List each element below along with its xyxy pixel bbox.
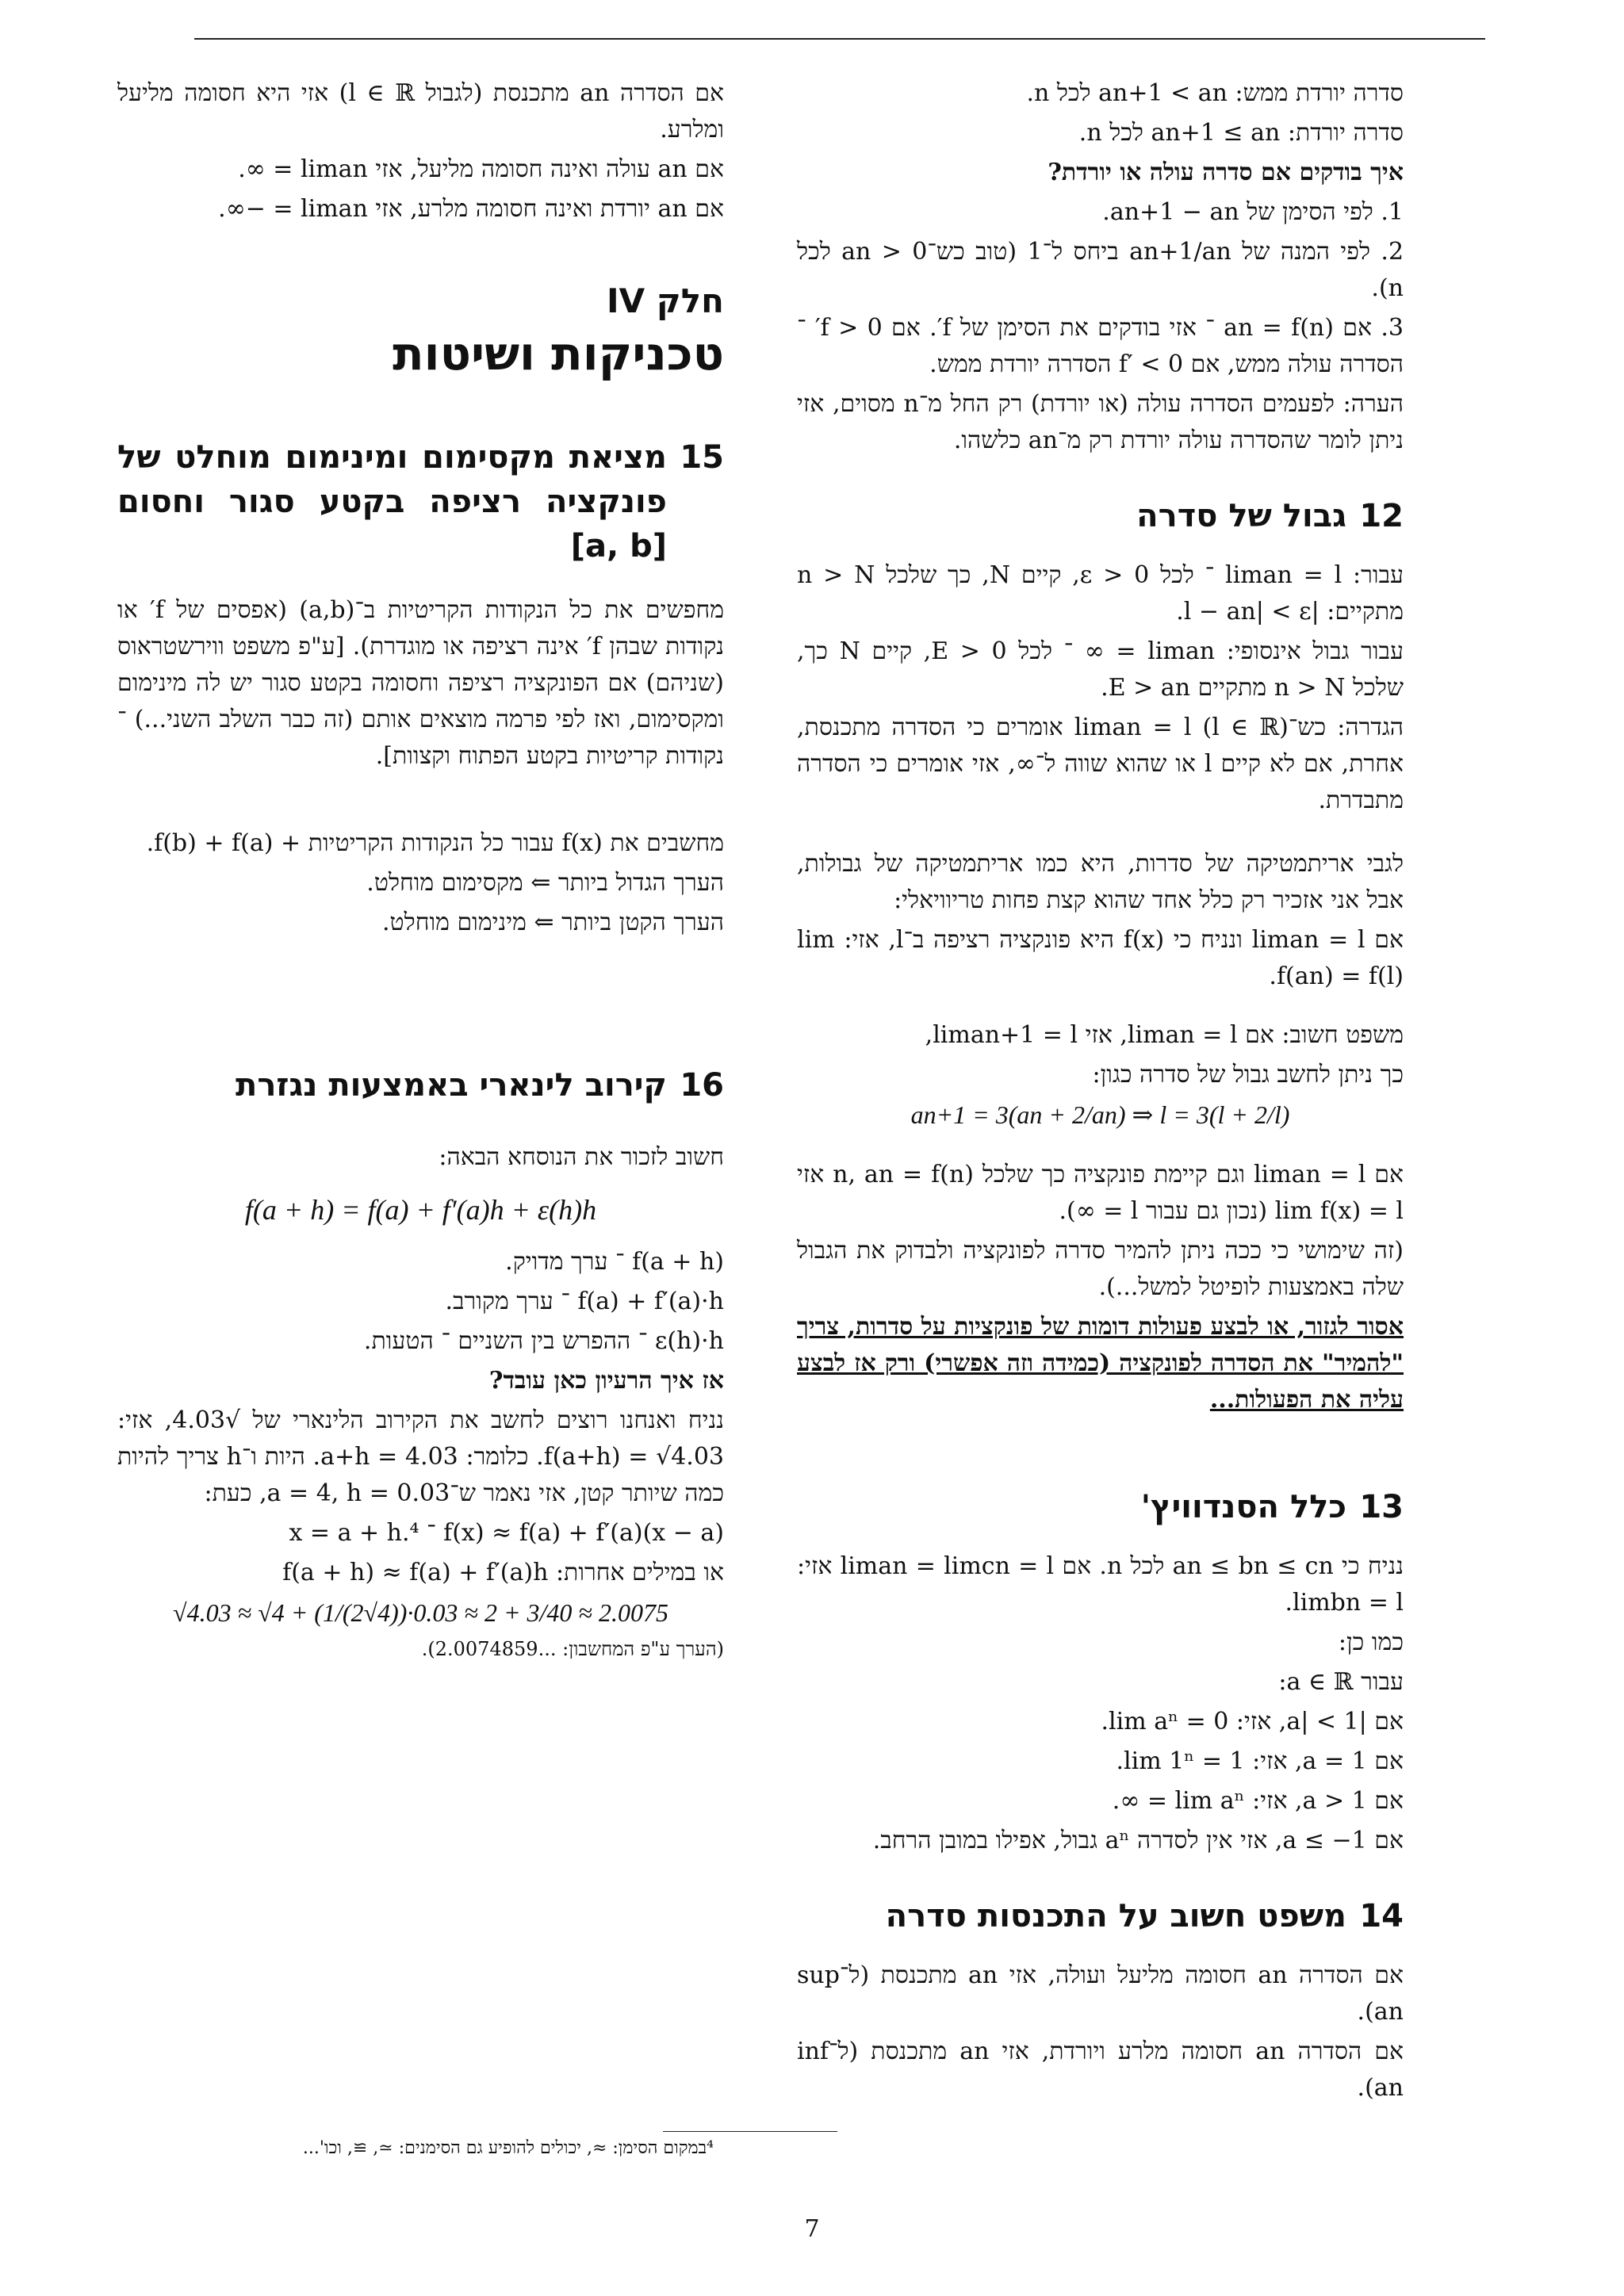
sqrt-example: נניח ואנחנו רוצים לחשב את הקירוב הלינארי של √4.03, אזי: f(a+h) = √4.03. כלומר: a+h = 4.03. היות ו־h צריך להיות כמה שיותר קטן, אזי נאמר ש־a = 4, h = 0.03, כעת:	[117, 1406, 724, 1507]
unbounded-increasing: אם an עולה ואינה חסומה מליעל, אזי liman = ∞.	[238, 155, 724, 183]
lhopital-note: (זה שימושי כי ככה ניתן להמיר סדרה לפונקציה ולבדוק את הגבול שלה באמצעות לופיטל למשל...).	[797, 1237, 1404, 1301]
section-14-heading	[797, 1894, 1404, 1938]
footnote-rule	[663, 2131, 837, 2132]
max-rule: הערך הגדול ביותר ⇐ מקסימום מוחלט.	[366, 869, 724, 897]
min-rule: הערך הקטן ביותר ⇐ מינימום מוחלט.	[382, 909, 724, 936]
section-12-heading	[797, 494, 1404, 538]
part-title: טכניקות ושיטות	[393, 327, 724, 381]
decreasing-def: סדרה יורדת: an+1 ≤ an לכל n.	[1078, 119, 1404, 147]
strictly-decreasing-def: סדרה יורדת ממש: an+1 < an לכל n.	[1026, 79, 1404, 107]
unbounded-decreasing: אם an יורדת ואינה חסומה מלרע, אזי liman = −∞.	[218, 195, 724, 223]
calculator-value: (הערך ע"פ המחשבון: ...2.0074859).	[421, 1638, 724, 1660]
section-title: משפט חשוב על התכנסות סדרה	[885, 1898, 1346, 1934]
section-number: 13	[1359, 1489, 1404, 1525]
monotonic-item-1: 1. לפי הסימן של an+1 − an.	[1102, 198, 1404, 226]
error-line: ε(h)·h ־ ההפרש בין השניים ־ הטעות.	[363, 1327, 724, 1355]
exact-value-line: f(a + h) ־ ערך מדויק.	[505, 1248, 724, 1276]
approx-value-line: f(a) + f′(a)·h ־ ערך מקורב.	[445, 1288, 724, 1315]
section-number: 14	[1359, 1898, 1404, 1934]
how-it-works-heading: אז איך הרעיון כאן עובד?	[488, 1367, 724, 1395]
section-number: 16	[680, 1067, 724, 1104]
also-label: כמו כן:	[1338, 1628, 1404, 1656]
continuity-rule: אם liman = l ונניח כי f(x) היא פונקציה רציפה ב־l, אזי: lim f(an) = f(l).	[797, 926, 1404, 990]
section-title: מציאת מקסימום ומינימום מוחלט של פונקציה רציפה בקטע סגור וחסום [a, b]	[117, 439, 667, 564]
monotonic-question: איך בודקים אם סדרה עולה או יורדת?	[1048, 159, 1404, 186]
limit-def: עבור: liman = l ־ לכל ε > 0, קיים N, כך שלכל n > N מתקיים: |l − an| < ε.	[797, 561, 1404, 626]
monotone-bounded-above: אם הסדרה an חסומה מליעל ועולה, אזי an מתכנסת (ל־sup an).	[797, 1961, 1404, 2026]
sqrt-approx-equation: √4.03 ≈ √4 + (1/(2√4))·0.03 ≈ 2 + 3/40 ≈ 2.0075	[173, 1598, 668, 1627]
right-column	[797, 75, 1404, 2110]
power-limit-1: אם |a| < 1, אזי: lim aⁿ = 0.	[1101, 1708, 1404, 1735]
extremum-step-2: מחשבים את f(x) עבור כל הנקודות הקריטיות + f(b) + f(a).	[146, 829, 724, 857]
monotonic-note: הערה: לפעמים הסדרה עולה (או יורדת) רק החל מ־n מסוים, אזי ניתן לומר שהסדרה עולה יורדת רק מ־an כלשהו.	[797, 390, 1404, 454]
section-15-heading	[117, 435, 724, 568]
section-title: כלל הסנדוויץ'	[1140, 1489, 1346, 1525]
power-limit-3: אם a > 1, אזי: lim aⁿ = ∞.	[1112, 1787, 1404, 1815]
section-13-heading	[797, 1485, 1404, 1529]
section-title: קירוב לינארי באמצעות נגזרת	[236, 1067, 667, 1104]
monotone-bounded-below: אם הסדרה an חסומה מלרע ויורדת, אזי an מתכנסת (ל־inf an).	[797, 2038, 1404, 2102]
derivative-warning: אסור לגזור, או לבצע פעולות דומות של פונקציות על סדרות, צריך "להמיר" את הסדרה לפונקציה (כמידה וזה אפשרי) ורק אז לבצע עליה את הפעולות...	[797, 1313, 1404, 1414]
header-rule	[194, 38, 1485, 40]
arithmetic-paragraph: לגבי אריתמטיקה של סדרות, היא כמו אריתמטיקה של גבולות, אבל אני אזכיר רק כלל אחד שהוא קצת פחות טריוויאלי:	[797, 850, 1404, 914]
recursive-equation: an+1 = 3(an + 2/an) ⇒ l = 3(l + 2/l)	[910, 1100, 1290, 1129]
monotonic-item-2: 2. לפי המנה של an+1/an ביחס ל־1 (טוב כש־0 < an לכל n).	[797, 238, 1404, 302]
function-limit-rule: אם liman = l וגם קיימת פונקציה כך שלכל n, an = f(n) אזי lim f(x) = l (נכון גם עבור l = ∞).	[797, 1161, 1404, 1225]
important-theorem: משפט חשוב: אם liman = l, אזי liman+1 = l,	[925, 1021, 1404, 1049]
in-other-words: או במילים אחרות: f(a + h) ≈ f(a) + f′(a)h	[282, 1559, 724, 1586]
section-16-heading	[117, 1063, 724, 1108]
for-a-real: עבור a ∈ ℝ:	[1278, 1668, 1404, 1696]
example-intro: כך ניתן לחשב גבול של סדרה כגון:	[1092, 1061, 1404, 1089]
power-limit-4: אם a ≤ −1, אזי אין לסדרה aⁿ גבול, אפילו במובן הרחב.	[872, 1827, 1404, 1854]
convergence-definition: הגדרה: כש־liman = l (l ∈ ℝ) אומרים כי הסדרה מתכנסת, אחרת, אם לא קיים l או שהוא שווה ל־∞, אזי אומרים כי הסדרה מתבדרת.	[797, 714, 1404, 814]
part-heading: חלק IV	[607, 281, 724, 320]
approx-formula-general: f(x) ≈ f(a) + f′(a)(x − a) ־ x = a + h.⁴	[289, 1519, 724, 1547]
footnote: ⁴במקום הסימן: ≈, יכולים להופיע גם הסימנים: ≃, ≅, וכו'...	[302, 2138, 714, 2158]
section-number: 12	[1359, 498, 1404, 534]
section-number: 15	[680, 439, 724, 476]
monotonic-item-3: 3. אם an = f(n) ־ אזי בודקים את הסימן של f′. אם 0 < f′ ־ הסדרה עולה ממש, אם f′ < 0 הסדרה יורדת ממש.	[797, 314, 1404, 378]
linear-approx-formula: f(a + h) = f(a) + f′(a)h + ε(h)h	[244, 1194, 597, 1226]
power-limit-2: אם a = 1, אזי: lim 1ⁿ = 1.	[1116, 1747, 1404, 1775]
extremum-step-1: מחפשים את כל הנקודות הקריטיות ב־(a,b) (אפסים של f′ או נקודות שבהן f′ אינה רציפה או מוגדרת). [ע"פ משפט ווירשטראוס (שניהם) אם הפונקציה רציפה וחסומה בקטע סגור יש לה מינימום ומקסימום, ואז לפי פרמה מוצאים אותם (זה כבר השלב השני...) ־ נקודות קריטיות בקטע הפתוח וקצוות].	[117, 596, 725, 770]
bounded-convergent: אם הסדרה an מתכנסת (לגבול l ∈ ℝ) אזי היא חסומה מליעל ומלרע.	[117, 79, 724, 144]
sandwich-rule: נניח כי an ≤ bn ≤ cn לכל n. אם liman = limcn = l אזי: limbn = l.	[797, 1552, 1404, 1617]
section-title: גבול של סדרה	[1136, 498, 1346, 534]
left-column	[117, 75, 724, 1670]
remember-formula: חשוב לזכור את הנוסחא הבאה:	[439, 1143, 724, 1171]
page-number: 7	[804, 2215, 820, 2243]
infinite-limit-def: עבור גבול אינסופי: liman = ∞ ־ לכל E > 0, קיים N כך, שלכל n > N מתקיים E > an.	[797, 637, 1404, 702]
